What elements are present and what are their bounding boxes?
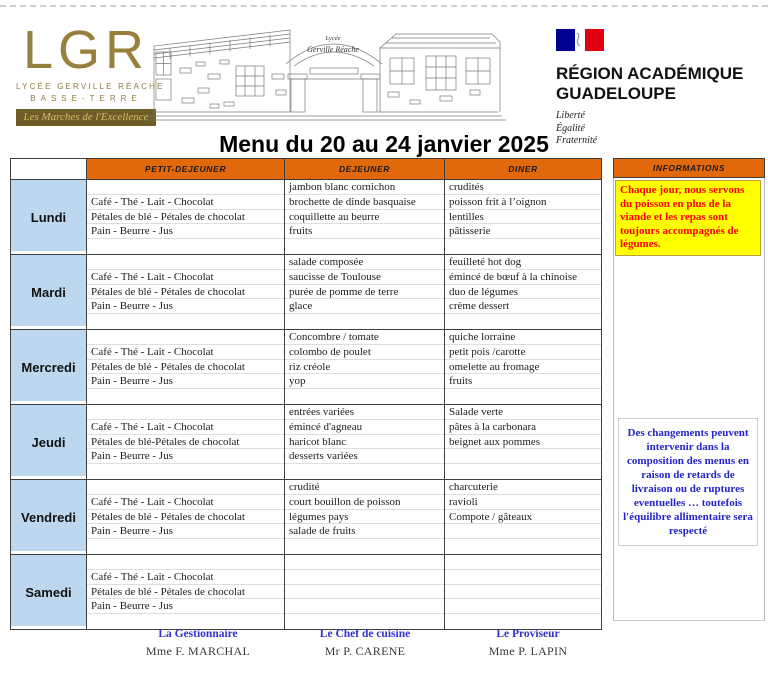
menu-line — [285, 585, 444, 600]
menu-line: Pétales de blé-Pétales de chocolat — [87, 435, 284, 450]
menu-line — [87, 405, 284, 420]
menu-line: Concombre / tomate — [285, 330, 444, 345]
column-header-0: PETIT-DEJEUNER — [86, 159, 284, 179]
menu-line: crudités — [445, 180, 601, 195]
menu-line — [87, 239, 284, 254]
french-flag-icon — [556, 28, 606, 54]
menu-line: Café - Thé - Lait - Chocolat — [87, 345, 284, 360]
menu-line: purée de pomme de terre — [285, 285, 444, 300]
menu-line — [87, 539, 284, 554]
menu-line — [87, 464, 284, 479]
petit_dejeuner-cell — [86, 405, 284, 479]
petit_dejeuner-cell — [86, 555, 284, 629]
petit_dejeuner-cell — [86, 480, 284, 554]
menu-line: charcuterie — [445, 480, 601, 495]
table-row — [11, 554, 601, 629]
logo-motto-banner: Les Marches de l'Excellence — [16, 109, 156, 126]
diner-cell — [444, 255, 601, 329]
menu-line: crème dessert — [445, 299, 601, 314]
menu-line: entrées variées — [285, 405, 444, 420]
menu-line: émincé d'agneau — [285, 420, 444, 435]
menu-line: Salade verte — [445, 405, 601, 420]
menu-table — [10, 158, 602, 630]
menu-line: Compote / gâteaux — [445, 510, 601, 525]
menu-line — [285, 539, 444, 554]
menu-line — [445, 389, 601, 404]
menu-line: salade composée — [285, 255, 444, 270]
menu-line: beignet aux pommes — [445, 435, 601, 450]
diner-cell — [444, 330, 601, 404]
menu-line — [285, 314, 444, 329]
table-row — [11, 180, 601, 254]
informations-header: INFORMATIONS — [613, 158, 765, 178]
menu-line — [445, 555, 601, 570]
signature-title: La Gestionnaire — [158, 628, 238, 640]
logo-lgr-text: LGR — [22, 20, 150, 80]
menu-line: légumes pays — [285, 510, 444, 525]
menu-line — [445, 539, 601, 554]
menu-line: petit pois /carotte — [445, 345, 601, 360]
menu-line — [445, 314, 601, 329]
menu-line — [87, 330, 284, 345]
column-header-1: DEJEUNER — [284, 159, 444, 179]
menu-line: Pétales de blé - Pétales de chocolat — [87, 210, 284, 225]
menu-line: Pain - Beurre - Jus — [87, 599, 284, 614]
menu-line: fruits — [445, 374, 601, 389]
menu-line: Pétales de blé - Pétales de chocolat — [87, 585, 284, 600]
academy-name-line1: RÉGION ACADÉMIQUE — [556, 64, 744, 83]
menu-line: Café - Thé - Lait - Chocolat — [87, 420, 284, 435]
menu-line: omelette au fromage — [445, 360, 601, 375]
school-building-sketch — [140, 16, 512, 126]
menu-line: yop — [285, 374, 444, 389]
menu-line — [285, 614, 444, 629]
logo-school-city: BASSE-TERRE — [30, 94, 142, 103]
column-header-2: DINER — [444, 159, 601, 179]
menu-line: desserts variées — [285, 449, 444, 464]
menu-line — [285, 239, 444, 254]
menu-line — [445, 464, 601, 479]
header-day-spacer — [11, 159, 86, 179]
menu-line: Pétales de blé - Pétales de chocolat — [87, 510, 284, 525]
menu-line: jambon blanc cornichon — [285, 180, 444, 195]
menu-line: ravioli — [445, 495, 601, 510]
dejeuner-cell — [284, 480, 444, 554]
menu-line — [87, 389, 284, 404]
diner-cell — [444, 405, 601, 479]
menu-line: Café - Thé - Lait - Chocolat — [87, 570, 284, 585]
day-cell: Lundi — [11, 180, 86, 254]
changes-note: Des changements peuvent intervenir dans la composition des menus en raison de retards de livraison ou de ruptures eventuelles … toutefois l'équilibre allimentaire sera respecté — [618, 418, 758, 546]
menu-line: fruits — [285, 224, 444, 239]
menu-rows — [11, 180, 601, 629]
menu-line: feuilleté hot dog — [445, 255, 601, 270]
menu-line: pâtes à la carbonara — [445, 420, 601, 435]
signature-name: Mr P. CARENE — [324, 644, 406, 658]
dejeuner-cell — [284, 180, 444, 254]
menu-line — [87, 180, 284, 195]
menu-line: salade de fruits — [285, 524, 444, 539]
signature-title: Le Chef de cuisine — [319, 628, 411, 640]
dejeuner-cell — [284, 555, 444, 629]
menu-line: Pain - Beurre - Jus — [87, 374, 284, 389]
motto-liberte: Liberté — [556, 110, 585, 121]
menu-line — [285, 464, 444, 479]
day-cell: Vendredi — [11, 480, 86, 554]
informations-body — [613, 178, 765, 621]
dejeuner-cell — [284, 330, 444, 404]
menu-line — [445, 570, 601, 585]
day-cell: Mardi — [11, 255, 86, 329]
menu-line: Café - Thé - Lait - Chocolat — [87, 195, 284, 210]
logo-school-name: LYCÉE GERVILLE RÉACHE — [16, 82, 165, 91]
diner-cell — [444, 480, 601, 554]
menu-line: lentilles — [445, 210, 601, 225]
menu-line: Pétales de blé - Pétales de chocolat — [87, 360, 284, 375]
menu-line — [445, 599, 601, 614]
petit_dejeuner-cell — [86, 180, 284, 254]
menu-line — [285, 555, 444, 570]
table-row — [11, 254, 601, 329]
petit_dejeuner-cell — [86, 330, 284, 404]
day-cell: Samedi — [11, 555, 86, 629]
signature-name: Mme F. MARCHAL — [145, 644, 251, 658]
menu-line: Café - Thé - Lait - Chocolat — [87, 270, 284, 285]
menu-line: émincé de bœuf à la chinoise — [445, 270, 601, 285]
menu-line — [87, 480, 284, 495]
fish-note: Chaque jour, nous servons du poisson en plus de la viande et les repas sont toujours accompagnés de légumes. — [615, 180, 761, 256]
day-cell: Jeudi — [11, 405, 86, 479]
diner-cell — [444, 555, 601, 629]
menu-line: coquillette au beurre — [285, 210, 444, 225]
menu-line: Pain - Beurre - Jus — [87, 449, 284, 464]
academy-name — [556, 64, 756, 104]
dejeuner-cell — [284, 255, 444, 329]
table-row — [11, 404, 601, 479]
page-title: Menu du 20 au 24 janvier 2025 — [219, 131, 549, 157]
menu-line — [445, 585, 601, 600]
menu-line: duo de légumes — [445, 285, 601, 300]
table-row — [11, 329, 601, 404]
menu-line: riz créole — [285, 360, 444, 375]
menu-line: colombo de poulet — [285, 345, 444, 360]
menu-line — [285, 389, 444, 404]
menu-line: Café - Thé - Lait - Chocolat — [87, 495, 284, 510]
menu-line: pâtisserie — [445, 224, 601, 239]
menu-line: Pain - Beurre - Jus — [87, 224, 284, 239]
petit_dejeuner-cell — [86, 255, 284, 329]
motto-fraternite: Fraternité — [556, 135, 598, 146]
signatures — [0, 628, 768, 674]
menu-line: brochette de dinde basquaise — [285, 195, 444, 210]
menu-line: Pain - Beurre - Jus — [87, 299, 284, 314]
dejeuner-cell — [284, 405, 444, 479]
menu-line: Pain - Beurre - Jus — [87, 524, 284, 539]
signature-block — [113, 628, 283, 659]
menu-line — [445, 449, 601, 464]
motto-egalite: Égalité — [556, 122, 585, 134]
academy-logo-block — [556, 28, 756, 148]
menu-line: glace — [285, 299, 444, 314]
top-divider — [0, 5, 768, 7]
table-row — [11, 479, 601, 554]
menu-line — [87, 555, 284, 570]
menu-line: crudité — [285, 480, 444, 495]
building-caption-line1: Lycée — [325, 35, 341, 42]
menu-line — [445, 614, 601, 629]
menu-line — [87, 255, 284, 270]
menu-line: quiche lorraine — [445, 330, 601, 345]
menu-line — [285, 599, 444, 614]
menu-line: poisson frit à l’oignon — [445, 195, 601, 210]
menu-line — [87, 314, 284, 329]
menu-line — [445, 524, 601, 539]
informations-column — [613, 158, 765, 621]
menu-line: haricot blanc — [285, 435, 444, 450]
signature-block — [280, 628, 450, 659]
menu-line — [285, 570, 444, 585]
school-logo — [16, 20, 165, 126]
signature-title: Le Proviseur — [496, 628, 560, 640]
signature-name: Mme P. LAPIN — [488, 644, 568, 658]
day-cell: Mercredi — [11, 330, 86, 404]
academy-name-line2: GUADELOUPE — [556, 84, 676, 103]
diner-cell — [444, 180, 601, 254]
menu-line: saucisse de Toulouse — [285, 270, 444, 285]
menu-line — [87, 614, 284, 629]
table-header-row — [11, 159, 601, 180]
building-caption-line2: Gerville Réache — [307, 45, 359, 54]
menu-line — [445, 239, 601, 254]
signature-block — [443, 628, 613, 659]
menu-line: court bouillon de poisson — [285, 495, 444, 510]
menu-line: Pétales de blé - Pétales de chocolat — [87, 285, 284, 300]
